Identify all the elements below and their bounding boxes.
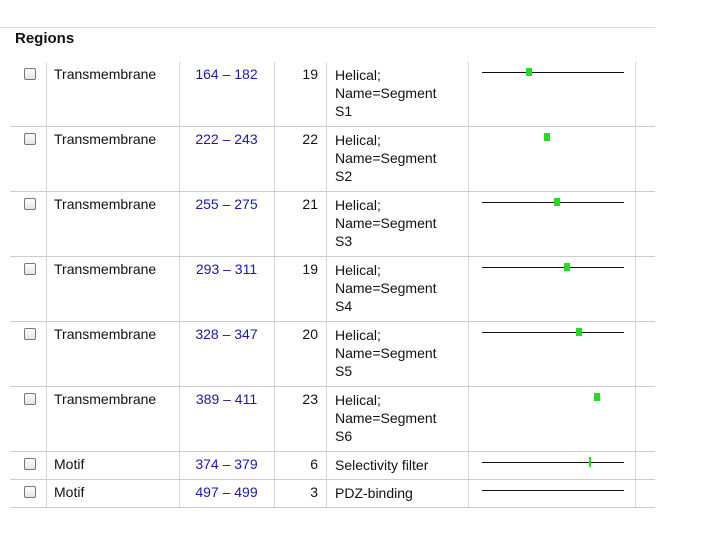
row-end-cell <box>635 127 655 191</box>
select-cell <box>10 322 47 386</box>
description-cell <box>326 452 469 479</box>
feature-type: Transmembrane <box>54 196 157 212</box>
region-row <box>10 480 655 508</box>
feature-length: 19 <box>302 261 318 277</box>
sequence-track-line <box>482 267 624 268</box>
position-range-link[interactable]: 293 – 311 <box>195 261 258 277</box>
feature-length: 19 <box>302 66 318 82</box>
feature-type: Transmembrane <box>54 326 157 342</box>
row-end-cell <box>635 257 655 321</box>
description-cell <box>326 62 469 126</box>
position-cell <box>179 257 275 321</box>
region-position-marker <box>544 133 550 141</box>
position-cell <box>179 322 275 386</box>
feature-description <box>335 131 465 185</box>
graphical-view-cell <box>468 257 636 321</box>
position-cell <box>179 480 275 507</box>
select-cell <box>10 257 47 321</box>
select-cell <box>10 387 47 451</box>
feature-length: 23 <box>302 391 318 407</box>
length-cell <box>274 62 327 126</box>
feature-description <box>335 391 465 445</box>
description-line: Name=Segment <box>335 410 437 426</box>
region-row <box>10 62 655 127</box>
position-cell <box>179 192 275 256</box>
length-cell <box>274 452 327 479</box>
description-line: PDZ-binding <box>335 485 413 501</box>
length-cell <box>274 127 327 191</box>
graphical-view-cell <box>468 62 636 126</box>
length-cell <box>274 322 327 386</box>
feature-length: 20 <box>302 326 318 342</box>
position-cell <box>179 387 275 451</box>
feature-type: Transmembrane <box>54 131 157 147</box>
description-line: Helical; <box>335 327 381 343</box>
position-cell <box>179 127 275 191</box>
feature-type-cell <box>46 387 180 451</box>
length-cell <box>274 387 327 451</box>
feature-type: Motif <box>54 484 85 500</box>
row-select-checkbox[interactable] <box>24 458 36 470</box>
row-select-checkbox[interactable] <box>24 198 36 210</box>
description-line: S5 <box>335 363 353 379</box>
region-row <box>10 192 655 257</box>
row-end-cell <box>635 387 655 451</box>
graphical-view-cell <box>468 127 636 191</box>
sequence-track-line <box>482 202 624 203</box>
position-cell <box>179 62 275 126</box>
region-position-marker <box>594 393 600 401</box>
description-line: Name=Segment <box>335 85 437 101</box>
select-cell <box>10 192 47 256</box>
feature-length: 3 <box>310 484 318 500</box>
description-line: Name=Segment <box>335 215 437 231</box>
row-select-checkbox[interactable] <box>24 393 36 405</box>
graphical-view-cell <box>468 322 636 386</box>
region-position-marker <box>554 198 560 206</box>
row-end-cell <box>635 322 655 386</box>
region-row <box>10 322 655 387</box>
feature-type-cell <box>46 192 180 256</box>
description-line: Selectivity filter <box>335 457 429 473</box>
description-line: Name=Segment <box>335 150 437 166</box>
description-cell <box>326 480 469 507</box>
top-divider <box>0 27 655 28</box>
sequence-track-line <box>482 462 624 463</box>
sequence-track-line <box>482 332 624 333</box>
position-range-link[interactable]: 497 – 499 <box>195 484 258 500</box>
graphical-view-cell <box>468 387 636 451</box>
description-line: S3 <box>335 233 353 249</box>
select-cell <box>10 62 47 126</box>
feature-type-cell <box>46 127 180 191</box>
feature-type-cell <box>46 480 180 507</box>
feature-description <box>335 196 465 250</box>
graphical-view-cell <box>468 452 636 479</box>
region-row <box>10 127 655 192</box>
row-select-checkbox[interactable] <box>24 486 36 498</box>
feature-description <box>335 261 465 315</box>
length-cell <box>274 480 327 507</box>
region-position-marker <box>526 68 532 76</box>
description-line: Helical; <box>335 67 381 83</box>
position-range-link[interactable]: 328 – 347 <box>195 326 258 342</box>
graphical-view-cell <box>468 480 636 507</box>
position-range-link[interactable]: 164 – 182 <box>195 66 258 82</box>
description-cell <box>326 127 469 191</box>
feature-type: Motif <box>54 456 85 472</box>
description-line: Name=Segment <box>335 280 437 296</box>
graphical-view-cell <box>468 192 636 256</box>
description-cell <box>326 192 469 256</box>
row-select-checkbox[interactable] <box>24 68 36 80</box>
position-cell <box>179 452 275 479</box>
description-line: S4 <box>335 298 353 314</box>
sequence-track-line <box>482 490 624 491</box>
row-select-checkbox[interactable] <box>24 328 36 340</box>
feature-length: 22 <box>302 131 318 147</box>
description-line: Helical; <box>335 197 381 213</box>
position-range-link[interactable]: 374 – 379 <box>195 456 258 472</box>
feature-type-cell <box>46 322 180 386</box>
description-cell <box>326 387 469 451</box>
feature-type: Transmembrane <box>54 261 157 277</box>
description-line: S1 <box>335 103 353 119</box>
feature-type: Transmembrane <box>54 391 157 407</box>
feature-length: 21 <box>302 196 318 212</box>
position-range-link[interactable]: 222 – 243 <box>195 131 258 147</box>
select-cell <box>10 480 47 507</box>
feature-type-cell <box>46 452 180 479</box>
region-row <box>10 387 655 452</box>
row-select-checkbox[interactable] <box>24 133 36 145</box>
feature-type: Transmembrane <box>54 66 157 82</box>
description-line: S6 <box>335 428 353 444</box>
description-line: Helical; <box>335 262 381 278</box>
row-end-cell <box>635 480 655 507</box>
region-position-marker <box>589 457 591 467</box>
length-cell <box>274 257 327 321</box>
description-line: S2 <box>335 168 353 184</box>
description-line: Helical; <box>335 132 381 148</box>
feature-length: 6 <box>310 456 318 472</box>
row-end-cell <box>635 452 655 479</box>
length-cell <box>274 192 327 256</box>
region-row <box>10 452 655 480</box>
select-cell <box>10 127 47 191</box>
feature-description <box>335 326 465 380</box>
feature-type-cell <box>46 62 180 126</box>
description-cell <box>326 322 469 386</box>
region-row <box>10 257 655 322</box>
region-position-marker <box>564 263 570 271</box>
sequence-track-line <box>482 72 624 73</box>
feature-description <box>335 484 465 502</box>
description-cell <box>326 257 469 321</box>
row-end-cell <box>635 62 655 126</box>
feature-type-cell <box>46 257 180 321</box>
select-cell <box>10 452 47 479</box>
row-end-cell <box>635 192 655 256</box>
position-range-link[interactable]: 389 – 411 <box>195 391 258 407</box>
feature-description <box>335 456 465 474</box>
regions-table <box>10 62 655 508</box>
section-title: Regions <box>15 30 75 47</box>
feature-description <box>335 66 465 120</box>
region-position-marker <box>576 328 582 336</box>
description-line: Helical; <box>335 392 381 408</box>
description-line: Name=Segment <box>335 345 437 361</box>
position-range-link[interactable]: 255 – 275 <box>195 196 258 212</box>
row-select-checkbox[interactable] <box>24 263 36 275</box>
